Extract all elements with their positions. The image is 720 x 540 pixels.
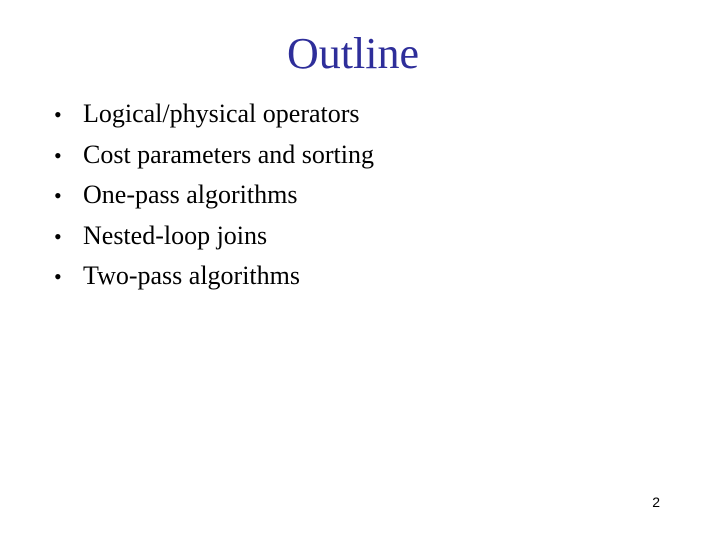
bullet-icon: • — [54, 142, 62, 168]
list-item — [48, 221, 374, 262]
list-item — [48, 180, 374, 221]
bullet-icon: • — [54, 183, 62, 208]
slide-title: Outline — [287, 29, 419, 78]
list-item — [48, 99, 374, 140]
bullet-text: Logical/physical operators — [83, 99, 360, 128]
list-item — [48, 261, 374, 302]
bullet-icon: • — [54, 102, 62, 127]
bullet-text: Two-pass algorithms — [83, 261, 300, 290]
bullet-list — [48, 99, 374, 302]
bullet-icon: • — [54, 264, 62, 289]
bullet-text: Cost parameters and sorting — [83, 139, 374, 169]
list-item — [48, 140, 374, 181]
bullet-text: One-pass algorithms — [83, 180, 298, 209]
bullet-text: Nested-loop joins — [83, 220, 268, 250]
page-number: 2 — [652, 494, 660, 510]
bullet-icon: • — [54, 223, 62, 249]
